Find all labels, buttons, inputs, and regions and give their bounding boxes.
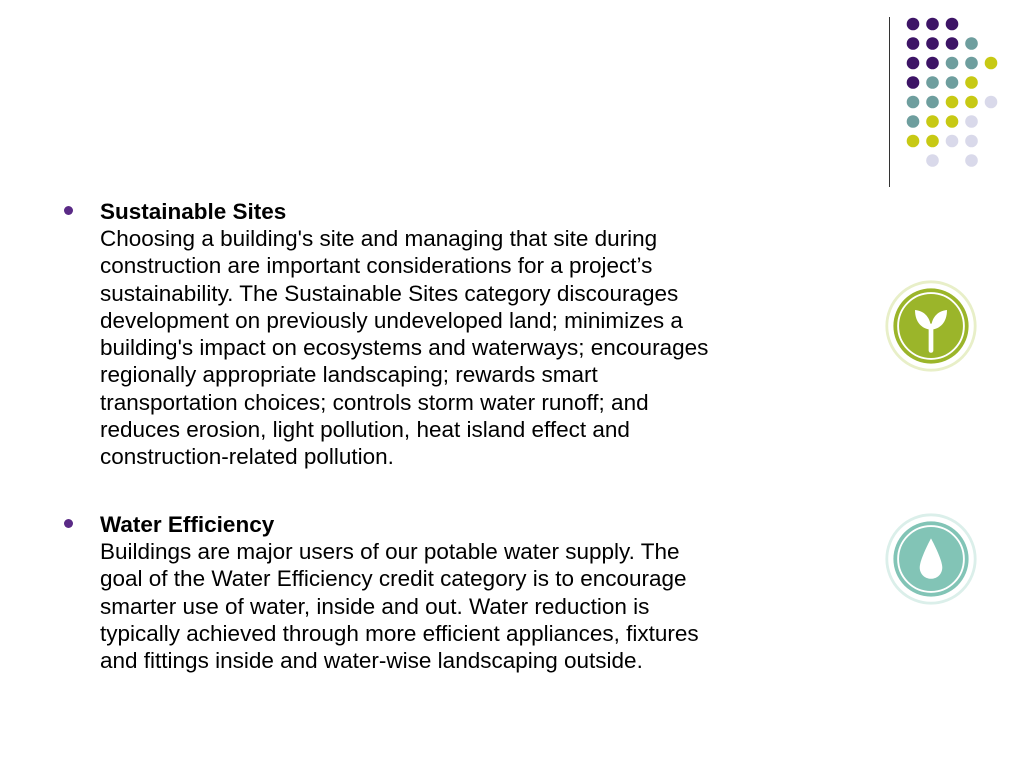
- body-line: typically achieved through more efficient appliances, fixtures: [100, 620, 699, 646]
- grid-dot: [946, 18, 959, 31]
- grid-dot: [926, 135, 939, 148]
- bullet-body: [100, 538, 890, 674]
- grid-dot: [965, 135, 978, 148]
- body-line: goal of the Water Efficiency credit category is to encourage: [100, 566, 687, 592]
- bullet-title: Water Efficiency: [100, 512, 275, 537]
- bullet-title: Sustainable Sites: [100, 199, 287, 224]
- grid-dot: [965, 115, 978, 128]
- grid-dot: [946, 76, 959, 89]
- bullet-dot: [64, 206, 73, 215]
- body-line: Buildings are major users of our potable water supply. The: [100, 539, 680, 564]
- grid-dot: [926, 154, 939, 167]
- sprout-icon: [884, 279, 978, 373]
- body-line: and fittings inside and water-wise landscaping outside.: [100, 648, 643, 674]
- body-line: transportation choices; controls storm water runoff; and: [100, 389, 649, 415]
- body-line: reduces erosion, light pollution, heat island effect and: [100, 417, 630, 443]
- grid-dot: [926, 76, 939, 89]
- grid-dot: [965, 154, 978, 167]
- water-drop-icon: [884, 512, 978, 606]
- grid-dot: [926, 115, 939, 128]
- bullet-dot: [64, 519, 73, 528]
- body-line: development on previously undeveloped land; minimizes a: [100, 307, 683, 333]
- grid-dot: [985, 96, 998, 109]
- grid-dot: [907, 57, 920, 70]
- grid-dot: [926, 37, 939, 50]
- bullet-water-efficiency: [100, 511, 890, 674]
- dot-grid-decoration: [905, 11, 1015, 171]
- grid-dot: [926, 18, 939, 31]
- grid-dot: [946, 96, 959, 109]
- grid-dot: [985, 57, 998, 70]
- grid-dot: [965, 76, 978, 89]
- bullet-sustainable-sites: [100, 198, 890, 471]
- grid-dot: [946, 37, 959, 50]
- body-line: sustainability. The Sustainable Sites category discourages: [100, 280, 679, 306]
- grid-dot: [907, 96, 920, 109]
- grid-dot: [965, 57, 978, 70]
- grid-dot: [907, 18, 920, 31]
- body-line: Choosing a building's site and managing that site during: [100, 226, 658, 251]
- grid-dot: [926, 96, 939, 109]
- grid-dot: [907, 135, 920, 148]
- body-line: building's impact on ecosystems and waterways; encourages: [100, 335, 709, 361]
- bullet-body: [100, 225, 890, 471]
- vertical-divider: [889, 17, 890, 187]
- body-line: construction-related pollution.: [100, 444, 394, 470]
- dot-grid-dots: [907, 18, 998, 167]
- grid-dot: [907, 115, 920, 128]
- body-line: smarter use of water, inside and out. Water reduction is: [100, 593, 650, 619]
- grid-dot: [946, 135, 959, 148]
- body-line: construction are important considerations for a project’s: [100, 253, 653, 279]
- grid-dot: [907, 37, 920, 50]
- body-line: regionally appropriate landscaping; rewards smart: [100, 362, 598, 388]
- grid-dot: [946, 115, 959, 128]
- grid-dot: [965, 96, 978, 109]
- grid-dot: [926, 57, 939, 70]
- grid-dot: [907, 76, 920, 89]
- grid-dot: [965, 37, 978, 50]
- grid-dot: [946, 57, 959, 70]
